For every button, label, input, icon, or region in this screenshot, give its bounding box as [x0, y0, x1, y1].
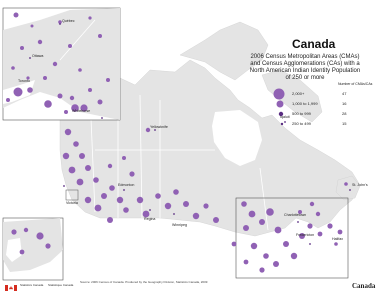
inset-quebec-ottawa	[3, 8, 120, 120]
legend-dot-tiny	[281, 123, 283, 125]
map-title: Canada	[292, 37, 336, 51]
city-label-victoria: Victoria	[66, 201, 78, 205]
legend-label-1000: 1,000 to 1,999	[292, 101, 318, 106]
city-label-fredericton: Fredericton	[296, 233, 315, 237]
source-note: Source: 2006 Census of Canada. Produced by the Geography Division, Statistics Canada, 2009	[80, 280, 208, 284]
legend-label-500: 500 to 999	[292, 111, 311, 116]
inset-vancouver	[3, 218, 63, 280]
city-label-st-johns: St. John's	[352, 183, 368, 187]
legend-count-1000: 16	[342, 101, 347, 106]
legend-label-250: 250 to 499	[292, 121, 311, 126]
map-subtitle: 2006 Census Metropolitan Areas (CMAs) and Census Agglomerations (CAs) with a North American Indian Identity Population of 250 or more	[249, 54, 361, 81]
city-label-toronto: Toronto	[18, 79, 30, 83]
agency-name-fr: Statistique Canada	[48, 283, 74, 287]
city-label-halifax: Halifax	[332, 237, 343, 241]
legend-header: Number of CMAs/CAs	[338, 82, 373, 86]
canada-wordmark: Canada	[352, 282, 376, 290]
agency-name-en: Statistics Canada	[20, 283, 44, 287]
city-label-charlottetown: Charlottetown	[284, 213, 307, 217]
legend-count-250: 15	[342, 121, 347, 126]
legend-dot-large	[274, 89, 285, 100]
legend-count-500: 28	[342, 111, 347, 116]
city-label-whitehorse: Whitehorse	[72, 109, 91, 113]
legend-label-2000: 2,000+	[292, 91, 305, 96]
city-label-regina: Regina	[144, 217, 156, 221]
legend-dot-medium	[277, 101, 284, 108]
city-label-edmonton: Edmonton	[118, 183, 135, 187]
city-label-winnipeg: Winnipeg	[172, 223, 187, 227]
city-label-ottawa: Ottawa	[32, 54, 44, 58]
legend-count-2000: 47	[342, 91, 347, 96]
canada-flag-icon	[5, 285, 17, 291]
city-label-quebec: Québec	[62, 19, 75, 23]
city-label-iqaluit: Iqaluit	[280, 115, 290, 119]
city-label-yellowknife: Yellowknife	[150, 125, 168, 129]
